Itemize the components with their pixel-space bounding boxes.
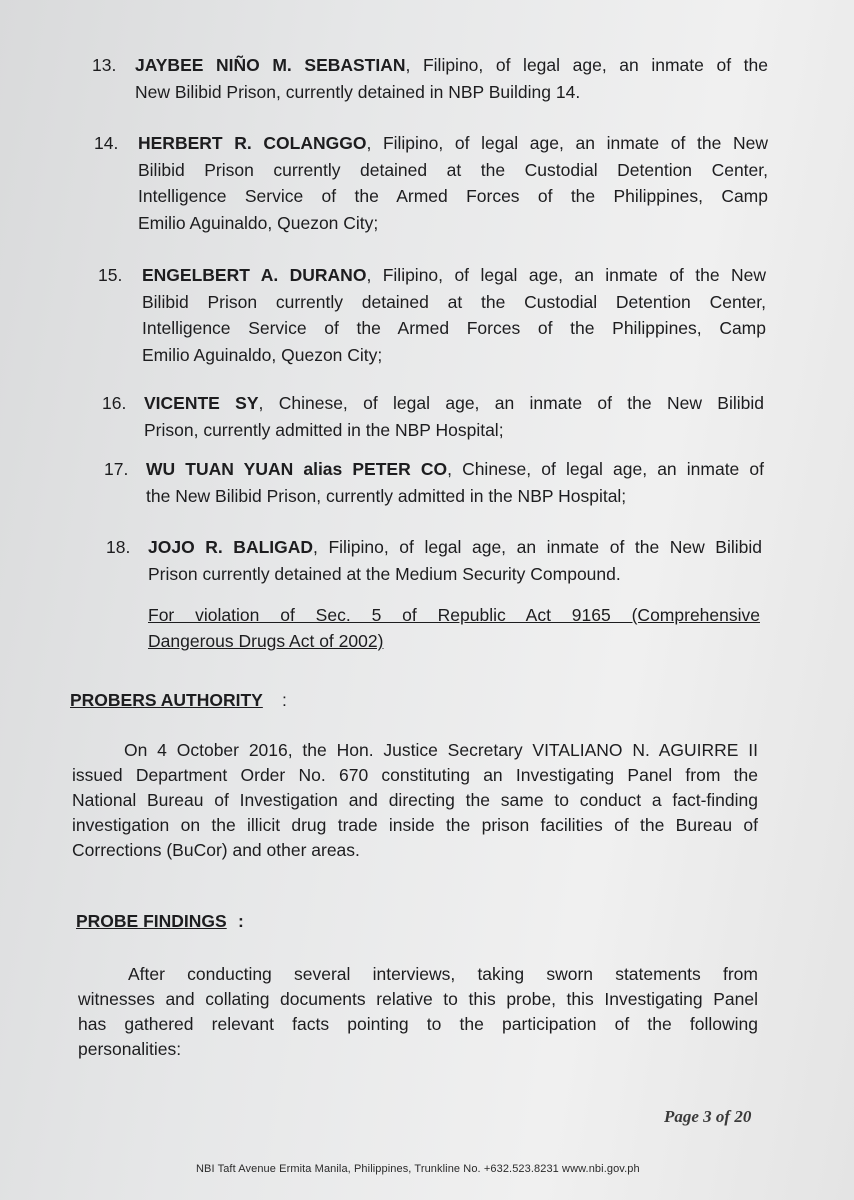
person-name: JOJO R. BALIGAD — [148, 537, 314, 557]
item-number: 14. — [94, 133, 119, 153]
section-heading-probers-authority: PROBERS AUTHORITY — [70, 690, 263, 710]
person-name: JAYBEE NIÑO M. SEBASTIAN — [135, 55, 406, 75]
probers-authority-paragraph: On 4 October 2016, the Hon. Justice Secretary VITALIANO N. AGUIRRE II issued Department Order No. 670 constituting an Investigating Panel from the National Bureau of Investigation and directing the same to conduct a fact-finding investigation on the illicit drug trade inside the prison facilities of the Bureau of Corrections (BuCor) and other areas. — [72, 740, 758, 860]
footer-contact: NBI Taft Avenue Ermita Manila, Philippines, Trunkline No. +632.523.8231 www.nbi.gov.ph — [196, 1163, 640, 1175]
section-heading-probe-findings: PROBE FINDINGS — [76, 911, 227, 931]
document-page: 13. JAYBEE NIÑO M. SEBASTIAN, Filipino, of legal age, an inmate of the New Bilibid Prison, currently detained in NBP Building 14. 14. HERBERT R. COLANGGO, Filipino, of legal age, an inmate of the New Bilibid Prison currently detained at the Custodial Detention Center, Intelligence Service of the Armed Forces of the Philippines, Camp Emilio Aguinaldo, Quezon City; 15. ENGELBERT A. DURANO, Filipino, of legal age, an inmate of the New Bilibid Prison currently detained at the Custodial Detention Center, Intelligence Service of the Armed Forces of the Philippines, Camp Emilio Aguinaldo, Quezon City; 16. VICENTE SY, Chinese, of legal age, an inmate of the New Bilibid Prison, currently admitted in the NBP Hospital; 17. WU TUAN YUAN alias PETER CO, Chinese, of legal age, an inmate of the New Bilibid Prison, currently admitted in the NBP Hospital; 18. JOJO R. BALIGAD, Filipino, of legal age, an inmate of the New Bilibid Prison currently detained at the Medium Security Compound. For violation of Sec. 5 of Republic Act 9165 (Comprehensive Dangerous Drugs Act of 2002) PROBERS AUTHORITY : On 4 October 2016, the Hon. Justice Secretary VITALIANO N. AGUIRRE II issued Department Order No. 670 constituting an Investigating Panel from the National Bureau of Investigation and directing the same to conduct a fact-finding investigation on the illicit drug trade inside the prison facilities of the Bureau of Corrections (BuCor) and other areas. PROBE FINDINGS : After conducting several interviews, taking sworn statements from witnesses and collating documents relative to this probe, this Investigating Panel has gathered relevant facts pointing to the participation of the following personalities: Page 3 of 20 NBI Taft Avenue Ermita Manila, Philippines, Trunkline No. +632.523.8231 www.nbi.gov.ph — [0, 0, 854, 1200]
person-name: WU TUAN YUAN alias PETER CO — [146, 459, 448, 479]
person-name: HERBERT R. COLANGGO — [138, 133, 367, 153]
violation-statement: For violation of Sec. 5 of Republic Act 9165 (Comprehensive Dangerous Drugs Act of 2002) — [148, 605, 760, 651]
item-number: 13. — [92, 55, 117, 75]
person-name: ENGELBERT A. DURANO — [142, 265, 367, 285]
item-number: 18. — [106, 537, 131, 557]
person-name: VICENTE SY — [144, 393, 259, 413]
page-number: Page 3 of 20 — [664, 1107, 752, 1126]
item-number: 16. — [102, 393, 127, 413]
probe-findings-paragraph: After conducting several interviews, taking sworn statements from witnesses and collating documents relative to this probe, this Investigating Panel has gathered relevant facts pointing to the participation of the following personalities: — [78, 964, 758, 1059]
item-number: 17. — [104, 459, 129, 479]
heading-colon: : — [238, 911, 244, 931]
item-number: 15. — [98, 265, 123, 285]
heading-colon: : — [282, 690, 287, 710]
